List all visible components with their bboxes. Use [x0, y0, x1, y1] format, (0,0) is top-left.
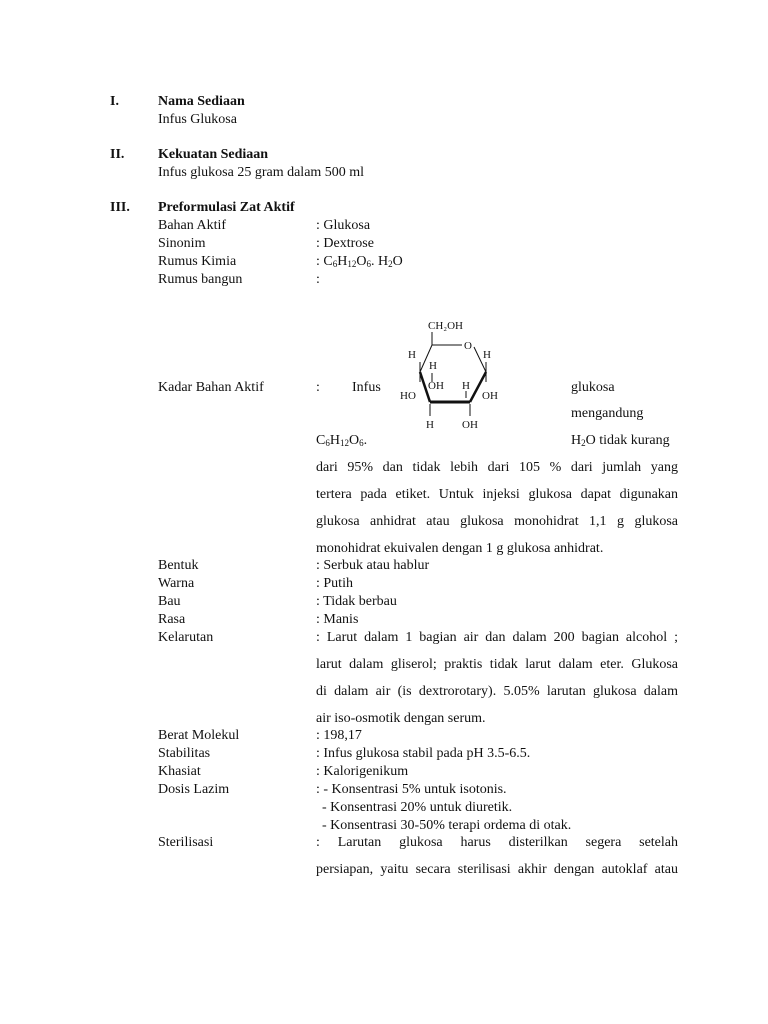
kadar-formula-water: $H_2O$ tidak kurang [571, 433, 670, 448]
kadar-word-infus: Infus [352, 380, 381, 395]
label-stabilitas: Stabilitas [158, 746, 211, 761]
section-number-1: I. [110, 94, 119, 109]
struct-ho: HO [400, 390, 416, 402]
struct-oh-3: OH [462, 419, 478, 431]
section-title-nama-sediaan: Nama Sediaan [158, 94, 245, 109]
sterilisasi-line-1: : Larutan glukosa harus disterilkan segera setelah [316, 835, 678, 850]
label-kadar-bahan-aktif: Kadar Bahan Aktif [158, 380, 264, 395]
label-rumus-bangun: Rumus bangun [158, 272, 243, 287]
section-title-kekuatan-sediaan: Kekuatan Sediaan [158, 147, 269, 162]
section-value-kekuatan-sediaan: Infus glukosa 25 gram dalam 500 ml [158, 165, 365, 180]
struct-h-3: H [429, 360, 437, 372]
kadar-line-5: glukosa anhidrat atau glukosa monohidrat 1,1 g glukosa [316, 514, 678, 529]
value-rumus-bangun: : [316, 272, 320, 287]
struct-ring-o: O [464, 340, 472, 352]
struct-h-5: H [426, 419, 434, 431]
value-sinonim: : Dextrose [316, 236, 374, 251]
kelarutan-line-4: air iso-osmotik dengan serum. [316, 711, 486, 726]
value-rumus-kimia: : $C_6H_{12}O_6$. $H_2O$ [316, 254, 403, 269]
kadar-line-6: monohidrat ekuivalen dengan 1 g glukosa anhidrat. [316, 541, 604, 556]
value-warna: : Putih [316, 576, 353, 591]
label-khasiat: Khasiat [158, 764, 201, 779]
struct-h-2: H [483, 349, 491, 361]
struct-ch2oh: CH₂OH [428, 320, 464, 332]
value-stabilitas: : Infus glukosa stabil pada pH 3.5-6.5. [316, 746, 531, 761]
dosis-line-2: - Konsentrasi 20% untuk diuretik. [322, 800, 513, 815]
value-berat-molekul: : 198,17 [316, 728, 362, 743]
value-rasa: : Manis [316, 612, 359, 627]
label-rumus-kimia: Rumus Kimia [158, 254, 237, 269]
struct-h-4: H [462, 380, 470, 392]
label-sinonim: Sinonim [158, 236, 206, 251]
glucose-structure-diagram [398, 318, 510, 434]
kadar-colon: : [316, 380, 320, 395]
struct-oh-1: OH [428, 380, 444, 392]
section-number-3: III. [110, 200, 130, 215]
sterilisasi-line-2: persiapan, yaitu secara sterilisasi akhir dengan autoklaf atau [316, 862, 678, 877]
label-berat-molekul: Berat Molekul [158, 728, 240, 743]
struct-oh-2: OH [482, 390, 498, 402]
dosis-line-1: : - Konsentrasi 5% untuk isotonis. [316, 782, 507, 797]
kelarutan-line-2: larut dalam gliserol; praktis tidak larut dalam eter. Glukosa [316, 657, 678, 672]
kadar-formula-glucose: $C_6H_{12}O_6$. [316, 433, 368, 448]
label-bahan-aktif: Bahan Aktif [158, 218, 227, 233]
kadar-line-3: dari 95% dan tidak lebih dari 105 % dari jumlah yang [316, 460, 678, 475]
value-bau: : Tidak berbau [316, 594, 397, 609]
struct-h-1: H [408, 349, 416, 361]
section-title-preformulasi: Preformulasi Zat Aktif [158, 200, 295, 215]
label-rasa: Rasa [158, 612, 186, 627]
label-sterilisasi: Sterilisasi [158, 835, 214, 850]
value-bahan-aktif: : Glukosa [316, 218, 371, 233]
label-dosis-lazim: Dosis Lazim [158, 782, 230, 797]
dosis-line-3: - Konsentrasi 30-50% terapi ordema di otak. [322, 818, 572, 833]
kadar-word-mengandung: mengandung [571, 406, 644, 421]
label-warna: Warna [158, 576, 195, 591]
kadar-word-glukosa: glukosa [571, 380, 615, 395]
kelarutan-line-3: di dalam air (is dextrorotary). 5.05% larutan glukosa dalam [316, 684, 678, 699]
kadar-line-4: tertera pada etiket. Untuk injeksi glukosa dapat digunakan [316, 487, 678, 502]
section-number-2: II. [110, 147, 125, 162]
value-bentuk: : Serbuk atau hablur [316, 558, 430, 573]
kelarutan-line-1: : Larut dalam 1 bagian air dan dalam 200 bagian alcohol ; [316, 630, 678, 645]
label-bentuk: Bentuk [158, 558, 199, 573]
label-bau: Bau [158, 594, 181, 609]
section-value-nama-sediaan: Infus Glukosa [158, 112, 237, 127]
label-kelarutan: Kelarutan [158, 630, 214, 645]
value-khasiat: : Kalorigenikum [316, 764, 409, 779]
